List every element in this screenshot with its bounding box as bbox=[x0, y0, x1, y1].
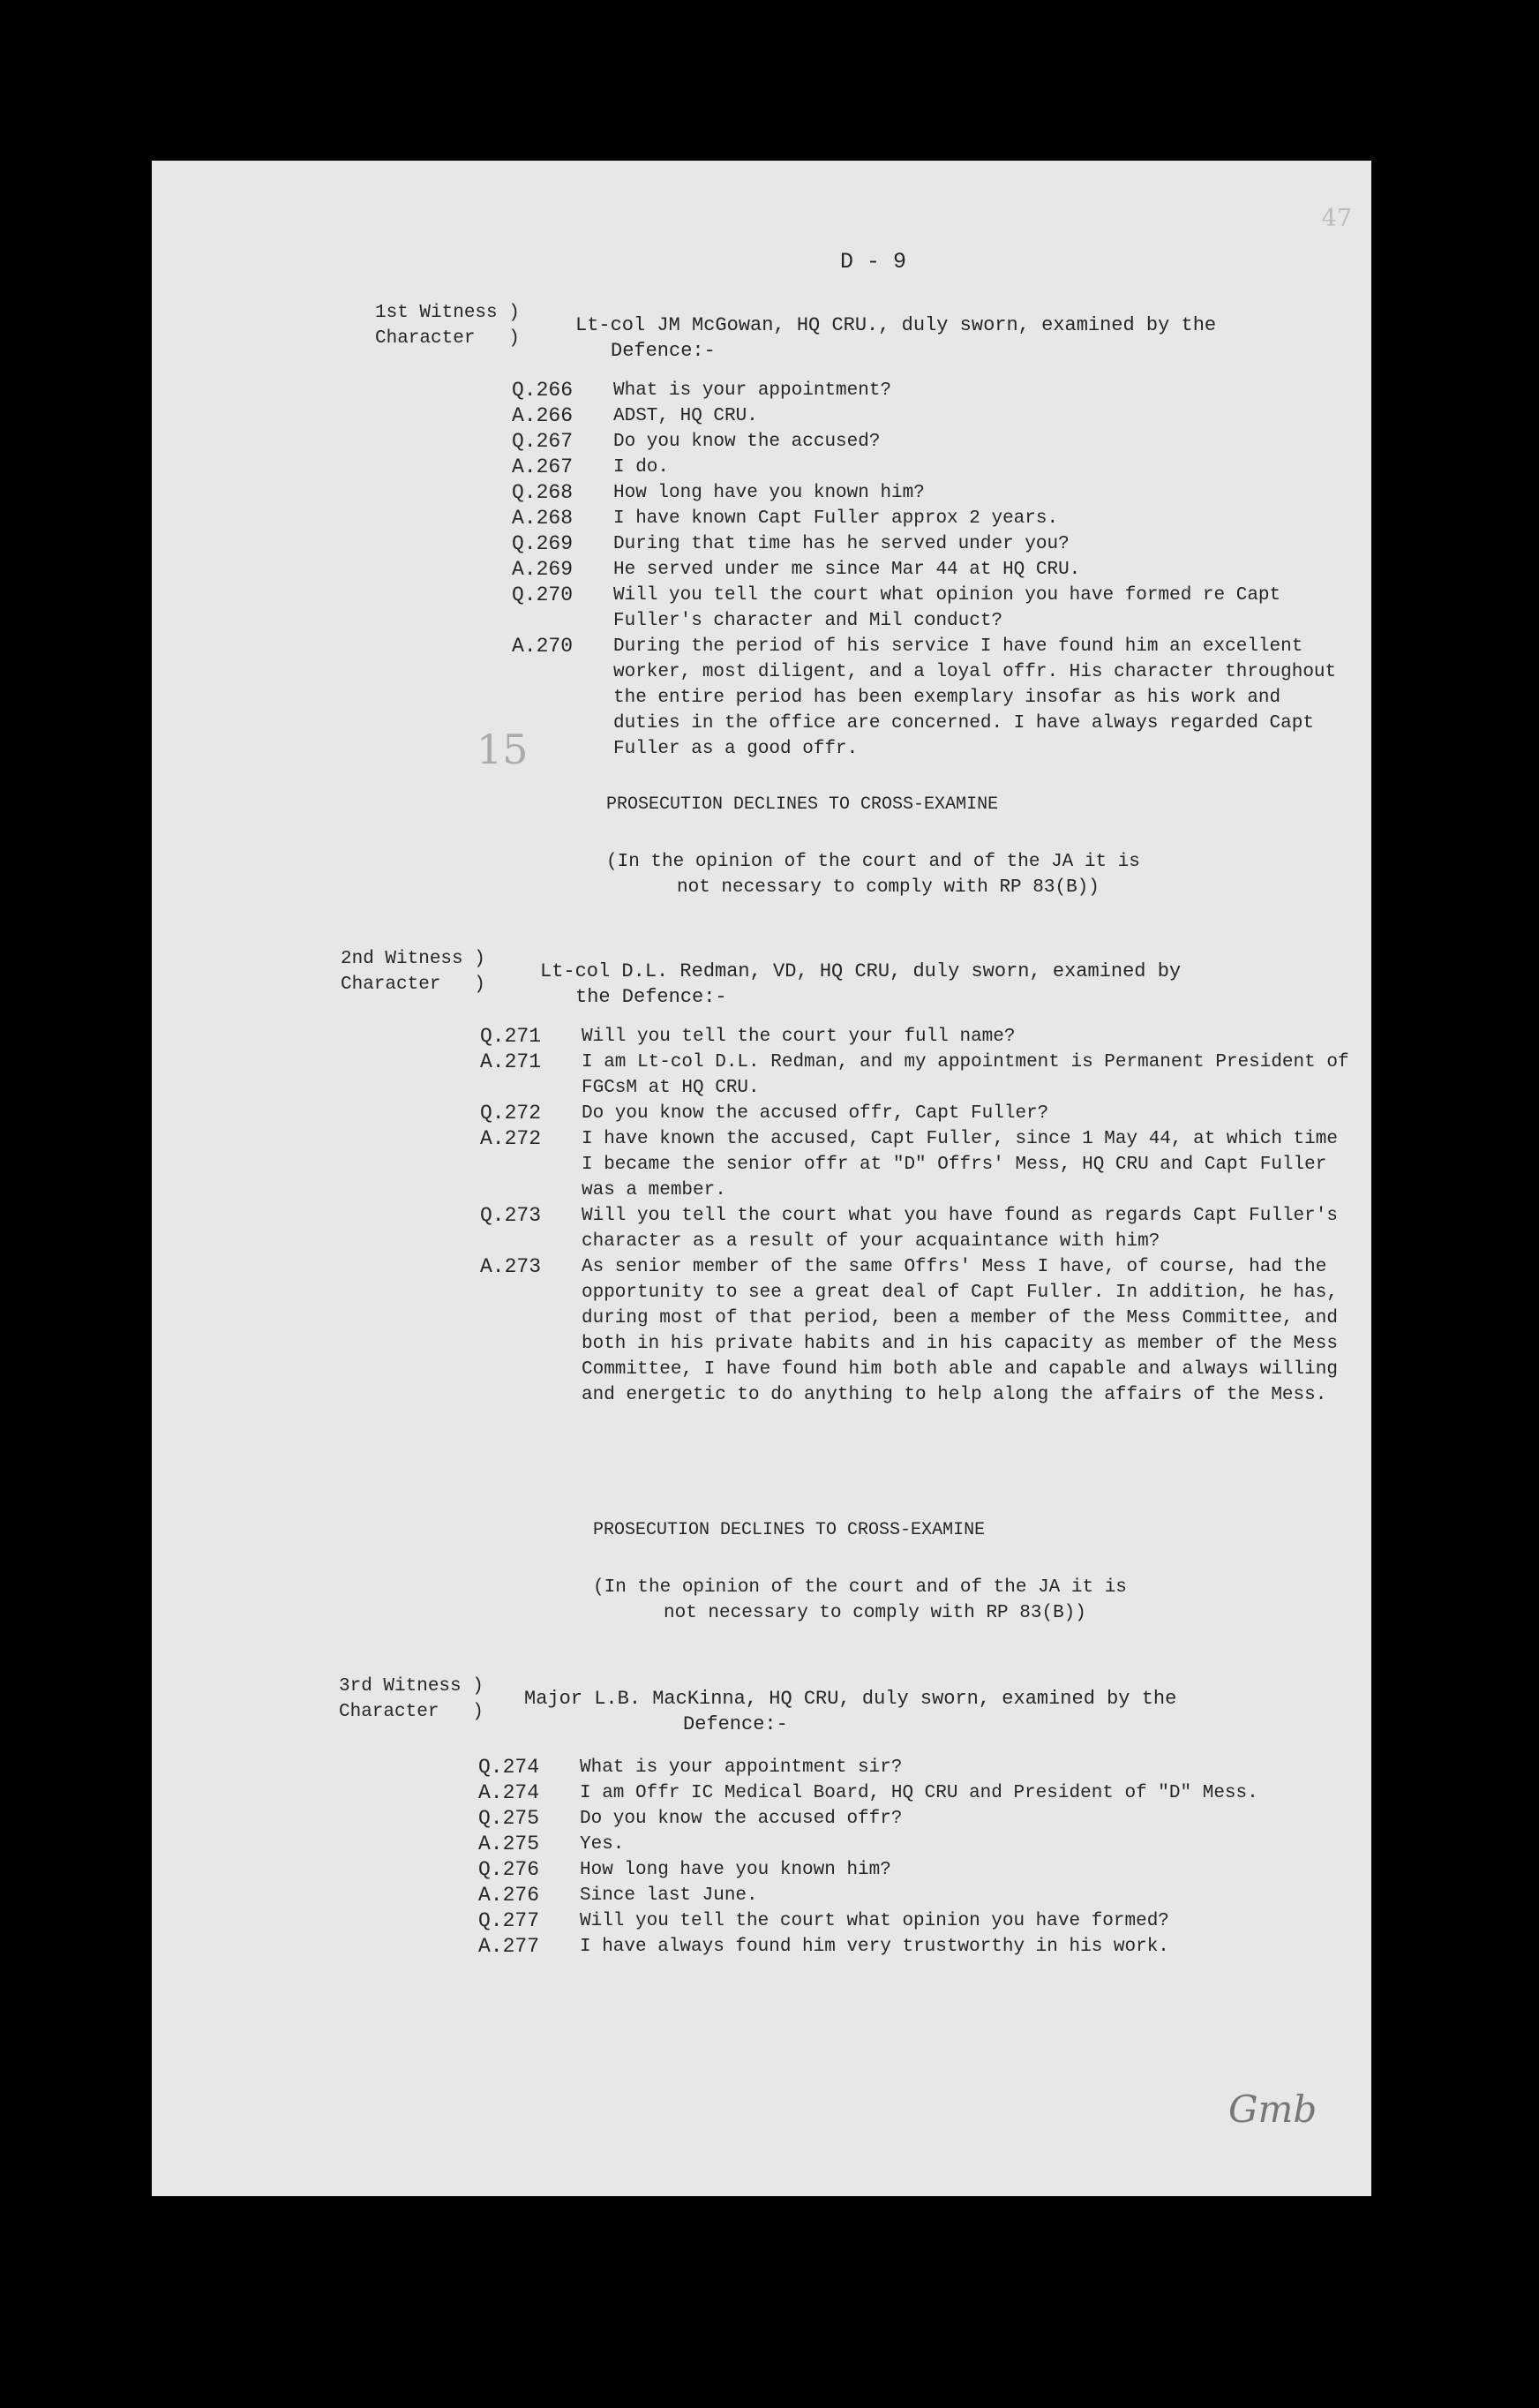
witness-1-note-line2: not necessary to comply with RP 83(B)) bbox=[677, 877, 1100, 898]
qa-text: Do you know the accused? bbox=[613, 432, 881, 452]
witness-1-label-line2: Character bbox=[375, 328, 476, 349]
qa-row bbox=[478, 1755, 1361, 1780]
witness-2-qa-list bbox=[480, 1024, 1354, 1408]
qa-number: A.266 bbox=[512, 404, 574, 427]
witness-3-label: 3rd Witness ) Character ) bbox=[339, 1676, 484, 1722]
witness-2-label-line1: 2nd Witness bbox=[341, 949, 463, 969]
qa-row bbox=[480, 1101, 1354, 1126]
witness-1-qa-list bbox=[512, 378, 1350, 762]
qa-row bbox=[478, 1806, 1361, 1832]
qa-number: Q.267 bbox=[512, 430, 574, 453]
qa-row bbox=[478, 1857, 1361, 1883]
qa-row bbox=[512, 378, 1350, 403]
qa-text: Will you tell the court what opinion you have formed re Capt Fuller's character and Mil conduct? bbox=[613, 585, 1281, 631]
qa-number: A.276 bbox=[478, 1884, 540, 1907]
qa-text: I do. bbox=[613, 457, 670, 478]
witness-1-note bbox=[606, 849, 1140, 900]
qa-text: I have always found him very trustworthy in his work. bbox=[580, 1937, 1169, 1957]
qa-text: What is your appointment? bbox=[613, 380, 892, 401]
qa-row bbox=[512, 557, 1350, 583]
qa-row bbox=[480, 1126, 1354, 1203]
qa-row bbox=[480, 1024, 1354, 1050]
qa-number: A.274 bbox=[478, 1781, 540, 1804]
qa-number: A.272 bbox=[480, 1127, 542, 1150]
qa-number: A.270 bbox=[512, 635, 574, 658]
qa-text: Do you know the accused offr? bbox=[580, 1809, 903, 1829]
qa-text: During that time has he served under you? bbox=[613, 534, 1070, 554]
qa-number: A.269 bbox=[512, 558, 574, 581]
qa-row bbox=[512, 480, 1350, 506]
qa-number: A.268 bbox=[512, 507, 574, 530]
qa-row bbox=[480, 1050, 1354, 1101]
witness-1-label-line1: 1st Witness bbox=[375, 303, 498, 323]
qa-number: A.275 bbox=[478, 1832, 540, 1855]
qa-text: During the period of his service I have found him an excellent worker, most diligent, and a loyal offr. His character throughout the entire period has been exemplary insofar as his work and duties in the office are concerned. I have always regarded Capt Fuller as a good offr. bbox=[613, 636, 1337, 759]
qa-row bbox=[512, 455, 1350, 480]
qa-number: Q.270 bbox=[512, 583, 574, 606]
qa-number: Q.273 bbox=[480, 1204, 542, 1227]
witness-2-note-line2: not necessary to comply with RP 83(B)) bbox=[664, 1603, 1086, 1623]
qa-number: Q.269 bbox=[512, 532, 574, 555]
witness-2-note bbox=[593, 1575, 1127, 1626]
witness-1-label: 1st Witness ) Character ) bbox=[375, 303, 520, 349]
qa-text: He served under me since Mar 44 at HQ CRU. bbox=[613, 560, 1081, 580]
qa-number: Q.276 bbox=[478, 1858, 540, 1881]
qa-text: How long have you known him? bbox=[580, 1860, 891, 1880]
qa-text: As senior member of the same Offrs' Mess I have, of course, had the opportunity to see a great deal of Capt Fuller. In addition, he has, during most of that period, been a member of the Mess Committee, and both in his private habits and in his capacity as member of the Mess Committee, I have found him both able and capable and always willing and energetic to do anything to help along the affairs of the Mess. bbox=[582, 1257, 1338, 1405]
qa-number: A.273 bbox=[480, 1255, 542, 1278]
qa-row bbox=[512, 583, 1350, 634]
qa-row bbox=[512, 403, 1350, 429]
witness-3-header-line2: Defence:- bbox=[683, 1713, 788, 1735]
qa-row bbox=[512, 634, 1350, 762]
qa-number: A.267 bbox=[512, 455, 574, 478]
witness-3-label-line1: 3rd Witness bbox=[339, 1676, 462, 1697]
witness-1-header-line2: Defence:- bbox=[611, 340, 716, 362]
qa-row bbox=[512, 506, 1350, 531]
witness-3-label-line2: Character bbox=[339, 1702, 439, 1722]
witness-2-note-line1: (In the opinion of the court and of the JA it is bbox=[593, 1577, 1127, 1598]
qa-number: A.277 bbox=[478, 1935, 540, 1958]
witness-2-label: 2nd Witness ) Character ) bbox=[341, 949, 485, 995]
qa-text: Will you tell the court what opinion you have formed? bbox=[580, 1911, 1169, 1931]
qa-row bbox=[478, 1934, 1361, 1960]
corner-page-mark: 47 bbox=[1321, 205, 1352, 232]
witness-2-label-line2: Character bbox=[341, 974, 441, 995]
witness-3-header bbox=[524, 1686, 1354, 1737]
qa-row bbox=[478, 1908, 1361, 1934]
margin-mark: 15 bbox=[477, 726, 529, 773]
qa-row bbox=[478, 1883, 1361, 1908]
qa-text: Yes. bbox=[580, 1834, 625, 1855]
qa-number: A.271 bbox=[480, 1050, 542, 1073]
witness-1-decline-statement: PROSECUTION DECLINES TO CROSS-EXAMINE bbox=[606, 794, 999, 815]
qa-text: What is your appointment sir? bbox=[580, 1757, 903, 1778]
qa-number: Q.275 bbox=[478, 1807, 540, 1830]
qa-number: Q.277 bbox=[478, 1909, 540, 1932]
qa-row bbox=[480, 1203, 1354, 1254]
qa-text: I have known Capt Fuller approx 2 years. bbox=[613, 508, 1059, 529]
document-page bbox=[152, 161, 1371, 2196]
qa-text: Since last June. bbox=[580, 1885, 758, 1906]
qa-row bbox=[480, 1254, 1354, 1408]
qa-row bbox=[512, 531, 1350, 557]
witness-2-header bbox=[540, 959, 1352, 1010]
qa-text: I am Offr IC Medical Board, HQ CRU and President of "D" Mess. bbox=[580, 1783, 1258, 1803]
qa-number: Q.274 bbox=[478, 1756, 540, 1779]
witness-3-qa-list bbox=[478, 1755, 1361, 1960]
witness-3-header-line1: Major L.B. MacKinna, HQ CRU, duly sworn, examined by the bbox=[524, 1688, 1177, 1710]
handwritten-initials: Gmb bbox=[1228, 2088, 1318, 2131]
witness-2-header-line2: the Defence:- bbox=[575, 986, 727, 1008]
witness-2-decline-statement: PROSECUTION DECLINES TO CROSS-EXAMINE bbox=[593, 1520, 986, 1540]
qa-text: Will you tell the court what you have found as regards Capt Fuller's character as a result of your acquaintance with him? bbox=[582, 1206, 1338, 1252]
qa-text: ADST, HQ CRU. bbox=[613, 406, 758, 426]
witness-1-header-line1: Lt-col JM McGowan, HQ CRU., duly sworn, examined by the bbox=[575, 314, 1217, 336]
qa-row bbox=[478, 1832, 1361, 1857]
page-number: D - 9 bbox=[840, 249, 907, 275]
qa-number: Q.268 bbox=[512, 481, 574, 504]
witness-1-header bbox=[575, 312, 1352, 364]
witness-1-note-line1: (In the opinion of the court and of the JA it is bbox=[606, 852, 1140, 872]
qa-text: How long have you known him? bbox=[613, 483, 925, 503]
witness-2-header-line1: Lt-col D.L. Redman, VD, HQ CRU, duly sworn, examined by bbox=[540, 960, 1182, 982]
qa-number: Q.272 bbox=[480, 1102, 542, 1125]
qa-text: Will you tell the court your full name? bbox=[582, 1027, 1016, 1047]
qa-text: Do you know the accused offr, Capt Fuller? bbox=[582, 1103, 1049, 1124]
qa-row bbox=[478, 1780, 1361, 1806]
qa-row bbox=[512, 429, 1350, 455]
qa-number: Q.266 bbox=[512, 379, 574, 402]
qa-number: Q.271 bbox=[480, 1025, 542, 1048]
qa-text: I am Lt-col D.L. Redman, and my appointment is Permanent President of FGCsM at HQ CRU. bbox=[582, 1052, 1349, 1098]
qa-text: I have known the accused, Capt Fuller, since 1 May 44, at which time I became the senior offr at "D" Offrs' Mess, HQ CRU and Capt Fuller was a member. bbox=[582, 1129, 1338, 1200]
